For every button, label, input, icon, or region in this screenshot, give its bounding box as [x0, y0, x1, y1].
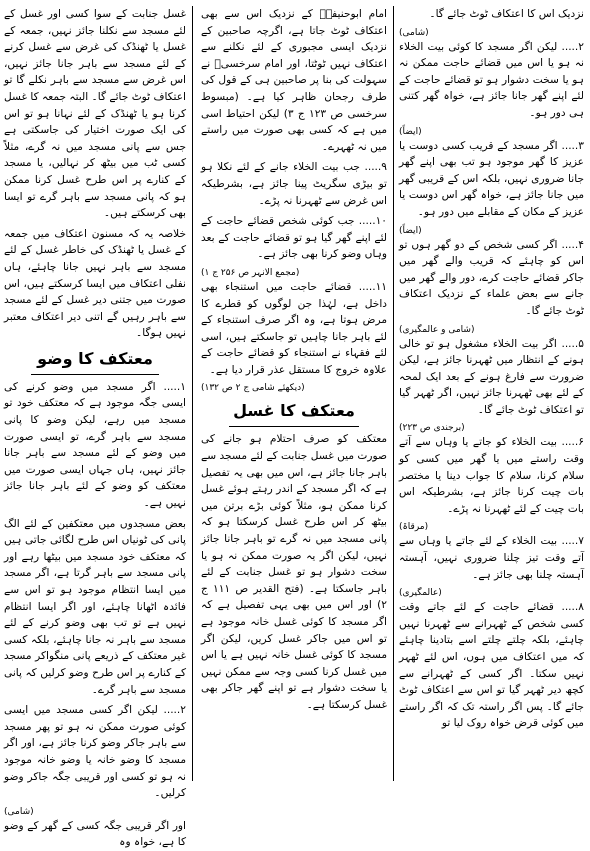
paragraph: اور اگر قریبی جگہ کسی کے گھر کے وضو کا ہے، خواہ وہ [4, 819, 186, 849]
paragraph: ۲..... لیکن اگر کسی مسجد میں ایسی کوئی صورت ممکن نہ ہو تو پھر مسجد سے باہر جاکر وضو کرنا جائز ہے، اور اگر مسجد کا وضو خانہ یا وضو خانہ موجود نہ ہو تو کسی اور قریبی جگہ جاکر وضو کرلیں۔ [4, 704, 186, 800]
paragraph: ۶..... بیت الخلاء کو جاتے یا وہاں سے آتے وقت راستے میں یا گھر میں کسی کو سلام کرنا، سلام کا جواب دینا یا مختصر بات چیت کرنا جائز ہے، بشرطیکہ اس بات چیت کے لئے ٹھہرنا نہ پڑے۔ [399, 436, 584, 515]
citation: (شامی) [4, 806, 34, 817]
citation: (برجندی ص ۲۲۳) [399, 423, 465, 434]
paragraph: ۵..... اگر بیت الخلاء مشغول ہو تو خالی ہونے کے انتظار میں ٹھہرنا جائز ہے، لیکن ضرورت سے فارغ ہونے کے بعد ایک لمحہ کے لئے بھی ٹھہرنا جائز نہیں، اگر ٹھہر گیا تو اعتکاف ٹوٹ جائے گا۔ [399, 337, 584, 416]
heading-underline [31, 374, 158, 375]
paragraph: غسل جنابت کے سوا کسی اور غسل کے لئے مسجد سے نکلنا جائز نہیں، جمعہ کے غسل یا ٹھنڈک کی غرض سے غسل کرنے کے لئے مسجد سے باہر جانا جائز نہیں، اس غرض سے مسجد سے باہر نکلے گا تو اعتکاف ٹوٹ جائے گا۔ البتہ جمعہ کا غسل کرنا ہو یا ٹھنڈک کے لئے نہانا ہو تو اس کی ایک صورت اختیار کی جاسکتی ہے جس سے پانی مسجد میں نہ گرے، مثلاً کسی ٹب میں بیٹھ کر نہالیں، یا مسجد کے کنارے پر اس طرح غسل کرنا ممکن ہو کہ پانی مسجد سے باہر گرے تو ایسا بھی کرسکتے ہیں۔ [4, 8, 186, 220]
citation: (مجمع الانہر ص ۲۵۶ ج ۱) [201, 267, 300, 278]
paragraph: ۳..... اگر مسجد کے قریب کسی دوست یا عزیز کا گھر موجود ہو تب بھی اپنے گھر جانا ضروری نہیں، بلکہ اس کے قریبی گھر میں جانا جائز ہے، خواہ گھر اس دوست یا عزیز کے مکان کے مقابلے میں دور ہو۔ [399, 139, 584, 218]
paragraph: امام ابوحنیفہؒ کے نزدیک اس سے بھی اعتکاف ٹوٹ جاتا ہے، اگرچہ صاحبین کے نزدیک ایسی مجبوری کے لئے نکلنے سے اعتکاف نہیں ٹوٹتا، اور امام سرخسیؒ نے سہولت کی بنا پر صاحبین ہی کے قول کی طرف رجحان ظاہر کیا ہے۔ (مبسوط سرخسی ص ۱۲۳ ج ۳) لیکن احتیاط اسی میں ہے کہ کسی بھی صورت میں راستے میں نہ ٹھہرے۔ [201, 8, 388, 153]
column-divider [393, 6, 394, 781]
citation: (مرقاۃ) [399, 522, 429, 533]
column-right [399, 6, 584, 781]
paragraph: ۱۱..... قضائے حاجت میں استنجاء بھی داخل ہے، لہٰذا جن لوگوں کو قطرے کا مرض ہوتا ہے، وہ اگر صرف استنجاء کے لئے باہر جانا چاہیں تو جاسکتے ہیں، اسی لئے فقہاء نے استنجاء کو قضائے حاجت کے علاوہ خروج کا مستقل عذر قرار دیا ہے۔ [201, 280, 387, 376]
paragraph: خلاصہ یہ کہ مسنون اعتکاف میں جمعہ کے غسل یا ٹھنڈک کی خاطر غسل کے لئے مسجد سے باہر نہیں جانا چاہئے، ہاں نفلی اعتکاف میں ایسا کرسکتے ہیں، اس صورت میں جتنی دیر غسل کے لئے مسجد سے باہر رہیں گے اتنی دیر اعتکاف معتبر نہیں ہوگا۔ [4, 227, 186, 340]
paragraph: ۹..... جب بیت الخلاء جانے کے لئے نکلا ہو تو بیڑی سگریٹ پینا جائز ہے، بشرطیکہ اس غرض سے ٹھہرنا نہ پڑے۔ [201, 161, 387, 207]
citation: (دیکھئے شامی ج ۲ ص ۱۳۲) [201, 383, 305, 394]
paragraph: ۱۰..... جب کوئی شخص قضائے حاجت کے لئے اپنے گھر گیا ہو تو قضائے حاجت کے بعد وہاں وضو کرنا بھی جائز ہے۔ [201, 215, 387, 261]
column-divider [192, 6, 193, 781]
paragraph: نزدیک اس کا اعتکاف ٹوٹ جائے گا۔ [429, 8, 584, 20]
column-middle [201, 6, 387, 781]
citation: (عالمگیری) [399, 588, 442, 599]
section-heading: معتکف کا وضو [37, 348, 153, 368]
paragraph: بعض مسجدوں میں معتکفین کے لئے الگ پانی کی ٹونیاں اس طرح لگائی جاتی ہیں کہ معتکف خود مسجد میں بیٹھا رہے اور پانی مسجد سے باہر گرتا ہے، اگر مسجد میں ایسا انتظام موجود ہو تو اس سے فائدہ اٹھانا چاہئے، اور اگر ایسا انتظام نہیں ہے تو تب بھی وضو کرنے کے لئے مسجد سے باہر نہ جانا چاہئے، بلکہ کسی غیر معتکف کے ذریعے پانی منگواکر مسجد کے کنارے پر اس طرح وضو کرلیں کہ پانی مسجد سے باہر گرے۔ [4, 517, 186, 696]
paragraph: ۷..... بیت الخلاء کے لئے جاتے یا وہاں سے آتے وقت تیز چلنا ضروری نہیں، آہستہ آہستہ چلنا بھی جائز ہے۔ [399, 535, 584, 581]
paragraph: ۱..... اگر مسجد میں وضو کرنے کی ایسی جگہ موجود ہے کہ معتکف خود تو مسجد میں رہے، لیکن وضو کا پانی مسجد سے باہر گرے، تو ایسی صورت میں وضو کے لئے مسجد سے باہر جانا جائز نہیں، ہاں جہاں ایسی صورت میں معتکف کو وضو کے لئے باہر جانا جائز نہیں ہے۔ [4, 380, 186, 510]
column-left [4, 6, 186, 849]
paragraph: ۲..... لیکن اگر مسجد کا کوئی بیت الخلاء نہ ہو یا اس میں قضائے حاجت ممکن نہ ہو یا سخت دشوار ہو تو قضائے حاجت کے لئے اپنے گھر جانا جائز ہے، خواہ گھر کتنی ہی دور ہو۔ [399, 40, 584, 119]
citation: (ایضاً) [399, 126, 422, 137]
heading-underline [229, 426, 359, 427]
section-heading: معتکف کا غسل [233, 401, 355, 421]
citation: (شامی و عالمگیری) [399, 324, 475, 335]
citation: (ایضاً) [399, 225, 422, 236]
paragraph: ۴..... اگر کسی شخص کے دو گھر ہوں تو اس کو چاہئے کہ قریب والے گھر میں جاکر قضائے حاجت کرے، دور والے گھر میں جانے سے بعض علماء کے نزدیک اعتکاف ٹوٹ جائے گا۔ [399, 238, 584, 317]
paragraph: ۸..... قضائے حاجت کے لئے جاتے وقت کسی شخص کے ٹھہرانے سے ٹھہرنا نہیں چاہئے، بلکہ چلتے چلتے اسے بتادینا چاہئے کہ میں اعتکاف میں ہوں، اس لئے ٹھہر نہیں سکتا۔ اگر کسی کے ٹھہرانے سے کچھ دیر ٹھہر گیا تو اس سے اعتکاف ٹوٹ جائے گا۔ پس اگر راستہ تک کہ اگر راستے میں کوئی قرض خواہ روک لیا تو [399, 601, 584, 730]
citation: (شامی) [399, 27, 429, 38]
paragraph: معتکف کو صرف احتلام ہو جانے کی صورت میں غسل جنابت کے لئے مسجد سے باہر جانا جائز ہے، اس میں بھی یہ تفصیل ہے کہ اگر مسجد کے اندر رہتے ہوئے غسل کرنا ممکن ہو، مثلاً کوئی بڑے برتن میں بیٹھ کر اس طرح غسل کرسکتا ہو کہ پانی مسجد میں نہ گرے تو باہر جانا جائز نہیں، لیکن اگر یہ صورت ممکن نہ ہو یا سخت دشوار ہو تو غسل جنابت کے لئے باہر جاسکتا ہے۔ (فتح القدیر ص ۱۱۱ ج ۲) اور اس میں بھی یہی تفصیل ہے کہ اگر مسجد کا کوئی غسل خانہ موجود ہے تو اس میں جاکر غسل کریں، لیکن اگر مسجد کا کوئی غسل خانہ نہیں ہے یا اس میں غسل کرنا کسی وجہ سے ممکن نہیں یا سخت دشوار ہے تو اپنے گھر جاکر بھی غسل کرسکتا ہے۔ [201, 433, 387, 711]
